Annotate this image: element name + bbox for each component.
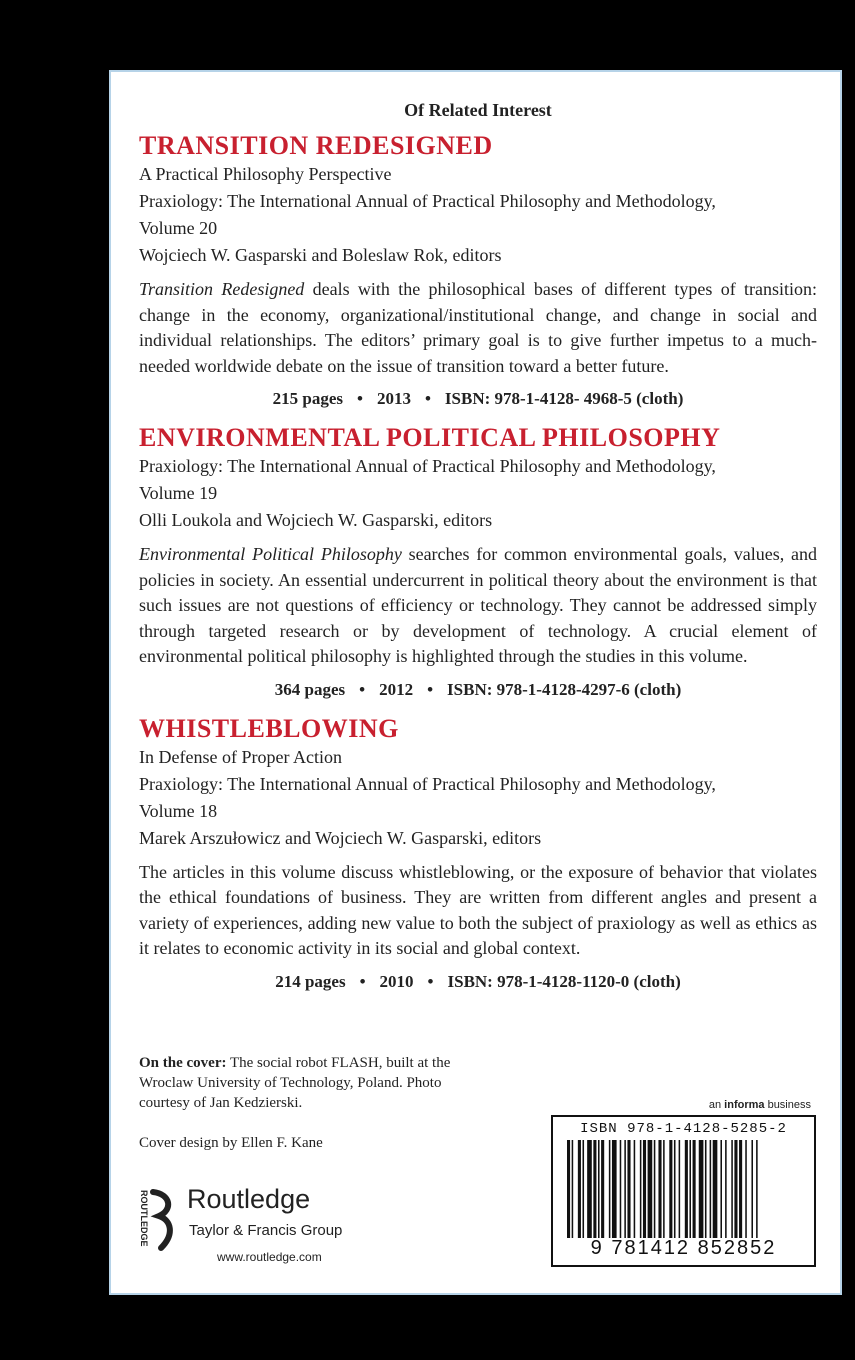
barcode-bar — [689, 1140, 691, 1238]
barcode-bar — [609, 1140, 611, 1238]
barcode-bar — [713, 1140, 718, 1238]
book-entry — [139, 131, 817, 409]
informa-prefix: an — [708, 1099, 725, 1111]
book-series: Praxiology: The International Annual of Practical Philosophy and Methodology, — [139, 191, 716, 211]
description-title: Environmental Political Philosophy — [139, 544, 402, 564]
barcode-bar — [572, 1140, 574, 1238]
book-series: Praxiology: The International Annual of Practical Philosophy and Methodology, — [139, 773, 716, 794]
book-description — [139, 860, 817, 962]
back-cover — [109, 70, 842, 1295]
book-description — [139, 277, 817, 379]
barcode-number: 9 781412 852852 — [590, 1237, 777, 1259]
description-text: searches for common environmental goals, values, and policies in society. An essential undercurrent in political theory about the environment is that such issues are not questions of efficiency or technology. They cannot be addressed simply through targeted research or by development of technology. A crucial element of environmental political philosophy is highlighted through the studies in this volume. — [139, 544, 817, 666]
separator-dot: • — [424, 389, 431, 408]
barcode-bar — [679, 1140, 681, 1238]
description-text: The articles in this volume discuss whistleblowing, or the exposure of behavior that violates the ethical foundations of business. They are written from different angles and present a variety of experiences, adding new value to both the subject of praxiology as well as ethics as it relates to economic activity in its social and global context. — [139, 861, 817, 958]
section-heading: Of Related Interest — [404, 100, 552, 120]
logo-vertical-text: ROUTLEDGE — [139, 1190, 149, 1247]
book-subtitle: In Defense of Proper Action — [139, 746, 342, 767]
barcode-bar — [745, 1140, 747, 1238]
informa-tagline — [709, 1099, 811, 1111]
book-editors: Olli Loukola and Wojciech W. Gasparski, editors — [139, 510, 493, 530]
book-editors: Marek Arszułowicz and Wojciech W. Gasparski, editors — [139, 827, 542, 848]
book-meta — [139, 972, 817, 992]
publisher-name: Routledge — [187, 1184, 311, 1214]
book-isbn: ISBN: 978-1-4128- 4968-5 (cloth) — [444, 389, 684, 408]
barcode-box — [551, 1115, 816, 1267]
book-pages: 214 pages — [275, 971, 346, 991]
barcode-bar — [643, 1140, 646, 1238]
barcode-bar — [710, 1140, 712, 1238]
barcode-bar — [640, 1140, 642, 1238]
publisher-url: www.routledge.com — [217, 1250, 322, 1264]
barcode-bar — [583, 1140, 585, 1238]
barcode-bar — [756, 1140, 758, 1238]
book-year: 2013 — [376, 389, 411, 408]
barcode-icon — [567, 1140, 804, 1238]
barcode-bar — [751, 1140, 753, 1238]
barcode-bar — [731, 1140, 733, 1238]
book-volume: Volume 18 — [139, 800, 218, 821]
separator-dot: • — [427, 679, 434, 699]
book-series: Praxiology: The International Annual of Practical Philosophy and Methodology, — [139, 456, 716, 476]
separator-dot: • — [357, 389, 363, 408]
separator-dot: • — [359, 971, 366, 991]
barcode-bar — [720, 1140, 722, 1238]
book-year: 2012 — [379, 679, 414, 699]
book-description — [139, 542, 817, 670]
barcode-bar — [685, 1140, 688, 1238]
barcode-bar — [593, 1140, 596, 1238]
barcode-bar — [693, 1140, 696, 1238]
publisher-group: Taylor & Francis Group — [189, 1222, 343, 1239]
routledge-logo — [137, 1184, 377, 1264]
book-pages: 215 pages — [272, 389, 343, 408]
cover-note-text: The social robot FLASH, built at the Wroclaw University of Technology, Poland. Photo courtesy of Jan Kedzierski. — [139, 1055, 451, 1111]
barcode-bar — [634, 1140, 636, 1238]
barcode-bar — [620, 1140, 622, 1238]
cover-note — [139, 1053, 489, 1113]
related-interest-section — [139, 100, 817, 1006]
book-title: ENVIRONMENTAL POLITICAL PHILOSOPHY — [139, 423, 721, 452]
informa-brand: informa — [724, 1099, 765, 1111]
book-entry — [139, 423, 817, 700]
informa-suffix: business — [764, 1099, 811, 1111]
barcode-bar — [578, 1140, 581, 1238]
book-subtitle: A Practical Philosophy Perspective — [139, 164, 392, 184]
book-editors: Wojciech W. Gasparski and Boleslaw Rok, editors — [139, 245, 502, 265]
book-year: 2010 — [379, 971, 414, 991]
barcode-bar — [612, 1140, 617, 1238]
book-pages: 364 pages — [274, 679, 346, 699]
barcode-isbn: ISBN 978-1-4128-5285-2 — [580, 1121, 787, 1137]
barcode-bar — [725, 1140, 727, 1238]
barcode-bar — [654, 1140, 656, 1238]
book-entry — [139, 714, 817, 992]
barcode-bar — [669, 1140, 672, 1238]
book-meta — [139, 389, 817, 409]
barcode-bar — [699, 1140, 704, 1238]
book-title: WHISTLEBLOWING — [139, 713, 399, 743]
barcode-bar — [567, 1140, 570, 1238]
barcode-bar — [734, 1140, 737, 1238]
barcode-bar — [658, 1140, 661, 1238]
barcode-bar — [587, 1140, 592, 1238]
barcode-bar — [598, 1140, 600, 1238]
book-meta — [139, 680, 817, 700]
separator-dot: • — [359, 679, 366, 699]
cover-note-label: On the cover: — [139, 1055, 227, 1071]
barcode-bar — [601, 1140, 604, 1238]
barcode-bar — [624, 1140, 626, 1238]
description-text: deals with the philosophical bases of different types of transition: change in the economy, organizational/institutional change, and change in social and individual relationships. The editors’ primary goal is to give further impetus to a much-needed worldwide debate on the issue of transition toward a better future. — [139, 279, 817, 376]
barcode-bar — [739, 1140, 742, 1238]
barcode-bar — [705, 1140, 707, 1238]
description-title: Transition Redesigned — [139, 279, 305, 299]
barcode-bar — [648, 1140, 653, 1238]
cover-design-credit: Cover design by Ellen F. Kane — [139, 1135, 323, 1151]
barcode-bar — [627, 1140, 630, 1238]
routledge-mark-icon — [137, 1188, 177, 1252]
book-volume: Volume 19 — [139, 483, 218, 503]
barcode-bar — [663, 1140, 665, 1238]
book-isbn: ISBN: 978-1-4128-4297-6 (cloth) — [447, 679, 682, 699]
separator-dot: • — [427, 971, 434, 991]
book-volume: Volume 20 — [139, 218, 218, 238]
barcode-bar — [674, 1140, 676, 1238]
book-isbn: ISBN: 978-1-4128-1120-0 (cloth) — [447, 971, 681, 991]
book-title: TRANSITION REDESIGNED — [139, 131, 493, 160]
